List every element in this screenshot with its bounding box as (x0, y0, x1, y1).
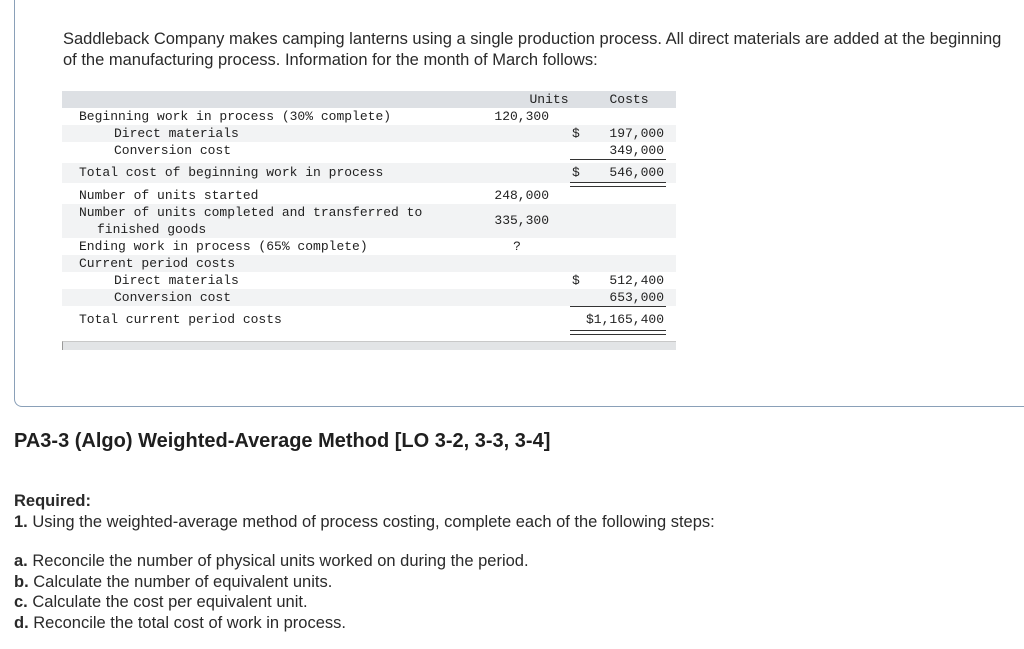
table-row (62, 142, 676, 159)
table-row (62, 125, 676, 142)
cost-value: 349,000 (609, 143, 664, 158)
table-scrollbar[interactable] (62, 341, 676, 350)
required-heading: Required: (14, 492, 92, 510)
row-label: Conversion cost (114, 143, 232, 158)
problem-title: PA3-3 (Algo) Weighted-Average Method [LO 3-2, 3-3, 3-4] (14, 430, 551, 452)
step-text: Calculate the number of equivalent units. (33, 572, 333, 591)
units-value: 335,300 (494, 213, 549, 228)
cost-value: $1,165,400 (585, 312, 664, 327)
units-value: 248,000 (494, 188, 549, 203)
row-label: Conversion cost (114, 290, 232, 305)
step-letter: c. (14, 593, 28, 611)
step-letter: b. (14, 572, 29, 591)
row-label: Direct materials (114, 126, 239, 141)
table-row (62, 289, 676, 306)
row-label: Total current period costs (79, 312, 282, 327)
required-number: 1. (14, 513, 28, 531)
row-label: Number of units completed and transferred to (79, 205, 423, 220)
step-text: Reconcile the number of physical units worked on during the period. (32, 552, 529, 570)
units-header: Units (529, 92, 569, 107)
data-table (62, 91, 676, 327)
step-letter: d. (14, 613, 29, 632)
dollar-sign: $ (572, 165, 580, 180)
cost-value: 653,000 (609, 290, 664, 305)
row-label: Total cost of beginning work in process (79, 165, 384, 180)
table-row (62, 311, 676, 331)
intro-paragraph: Saddleback Company makes camping lanterns using a single production process. All direct materials are added at the beginning of the manufacturing process. Information for the month of March follows: (63, 30, 1002, 69)
table-row (62, 238, 676, 255)
units-value: ? (513, 239, 521, 254)
dollar-sign: $ (572, 126, 580, 141)
table-row (62, 108, 676, 125)
table-row (62, 187, 676, 204)
cost-value: 197,000 (609, 126, 664, 141)
required-text: Using the weighted-average method of process costing, complete each of the following steps: (32, 513, 715, 531)
row-label: Current period costs (79, 256, 236, 271)
steps-list (14, 551, 529, 633)
row-label: Direct materials (114, 273, 239, 288)
table-row (62, 163, 676, 183)
costs-header: Costs (609, 92, 649, 107)
cost-value: 546,000 (609, 165, 664, 180)
table-row (62, 255, 676, 272)
step-letter: a. (14, 552, 28, 570)
cost-value: 512,400 (609, 273, 664, 288)
step-item (14, 613, 529, 634)
step-item (14, 572, 529, 593)
step-text: Reconcile the total cost of work in process. (33, 613, 346, 632)
step-item (14, 551, 529, 572)
table-row (62, 272, 676, 289)
table-header (62, 91, 676, 108)
required-section (14, 491, 715, 533)
beg-wip-units: 120,300 (494, 109, 549, 124)
row-label: Beginning work in process (30% complete) (79, 109, 392, 124)
step-text: Calculate the cost per equivalent unit. (32, 593, 308, 611)
row-label: finished goods (97, 222, 207, 237)
double-underline (570, 330, 666, 335)
underline (570, 306, 666, 307)
underline (570, 159, 666, 160)
dollar-sign: $ (572, 273, 580, 288)
row-label: Ending work in process (65% complete) (79, 239, 368, 254)
step-item (14, 592, 529, 613)
table-row (62, 204, 676, 238)
row-label: Number of units started (79, 188, 259, 203)
